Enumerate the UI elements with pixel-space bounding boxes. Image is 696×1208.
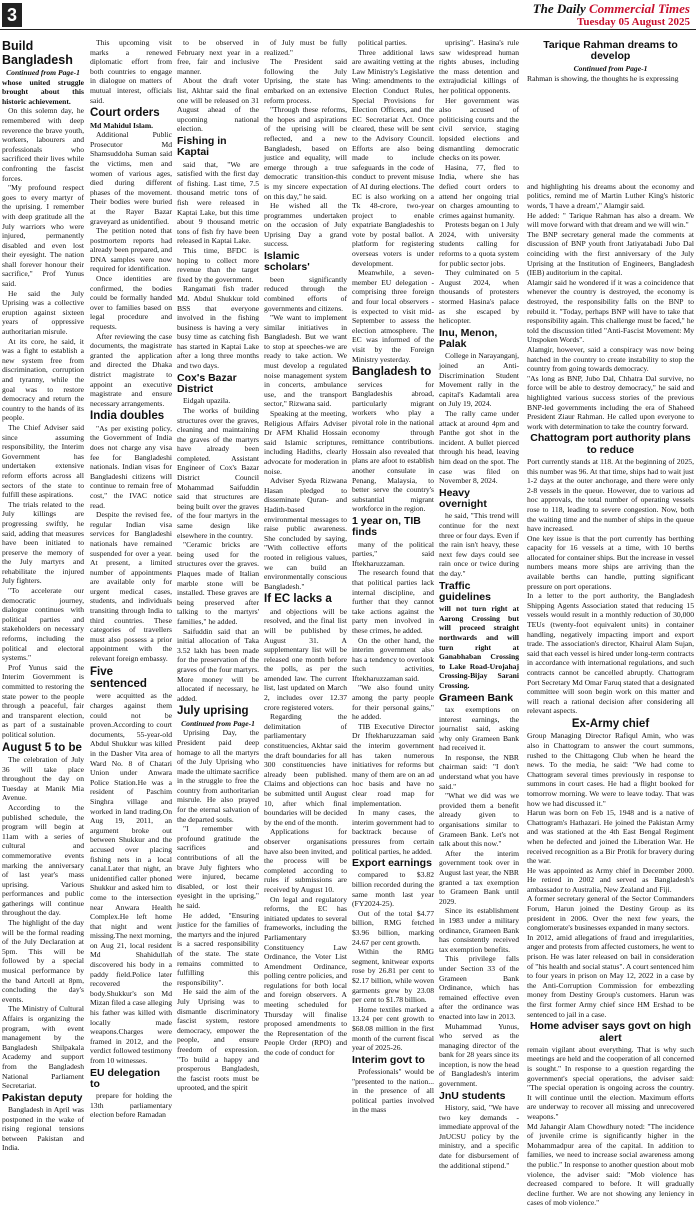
paragraph: At its core, he said, it was a fight to establish a new system free from discrimination, corruption and tyranny, while the goal was to restore democracy and return the country to the hands of its people. — [2, 336, 84, 423]
paragraph: TIB Executive Director Dr Iftekharuzzaman said the interim government has taken numerous initiatives for reforms but many of them are on an ad hoc basis and have no clear road map for implementation. — [352, 721, 434, 808]
paragraph: were acquitted as the charges against them could not be proven.According to court documents, 55-year-old Abdul Shukkur was killed in the Dasher Vita area of Ward No. 8 of Chatari Union under Anwara Police Station.He was a resident of Paschim Singhra village and worked in land trading.On Aug 19, 2011, an argument broke out between Shukkur and the accused over placing fishing nets in a local canal.Later that night, an unidentified caller phoned Shukkur and asked him to come to the intersection near Anwara Health Complex.He left home that night and went missing.The next morning, on Aug 21, local resident Md Shahidullah discovered his body in a paddy field.Police later recovered the body.Shukkur's son Md Mizan filed a case alleging his father was killed with locally made weapons.Charges were framed in 2012, and the verdict followed testimony from 10 witnesses. — [90, 691, 172, 1065]
paragraph: Since its establishment in 1983 under a military ordinance, Grameen Bank has consistently received tax exemption benefits. — [439, 906, 519, 954]
headline-court-orders: Court orders — [90, 107, 160, 120]
paragraph: Md Jahangir Alam Chowdhury noted: "The incidence of juvenile crime is significantly higher in the Mohammadpur area of the capital. In addition to families, we need to increase social awareness among the public." In response to another question about mob violence, the adviser said: "Mob violence has decreased compared to before. It will gradually decline further. We are not showing any leniency in cases of mob violence." — [527, 1121, 694, 1208]
paragraph: College in Narayanganj, joined an Anti-Discrimination Student Movement rally in the capital's Kadamtali area on July 19, 2024. — [439, 351, 520, 409]
column-2 — [90, 38, 172, 1120]
paragraph: Saifuddin said that an initial allocation of Taka 3.52 lakh has been made for the preservation of the graves of the four martyrs. More money will be allocated if necessary, he added. — [177, 626, 259, 703]
paragraph: political parties. — [358, 38, 407, 47]
paragraph: The works of building structures over the graves, cleaning and maintaining the graves of the martyrs have already been completed. Assistant Engineer of Cox's Bazar District Council Mohammad Saifuddin said that structures are being built over the graves of the four martyrs in the same design like elsewhere in the country. — [177, 405, 259, 540]
headline-five-sentenced: Five sentenced — [90, 665, 147, 691]
continued-note: Continued from Page-1 — [6, 68, 80, 77]
paragraph: Applications for observer organisations have also been invited, and the process will be completed according to rules if submissions are received by August 10. — [264, 827, 347, 894]
paragraph: On this solemn day, he remembered with deep reverence the brave youth, workers, labourers and professionals who sacrificed their lives while confronting the fascist forces. — [2, 106, 84, 183]
paragraph: Muhammad Yunus, who served as the managing director of the bank for 28 years since its inception, is now the head of Bangladesh's interim government. — [439, 1021, 519, 1089]
paragraph: compared to $3.82 billion recorded during the same month last year (FY2024-25). — [352, 870, 434, 909]
paragraph: "As long as BNP, Jubo Dal, Chhatra Dal survive, no force will be able to destroy democracy," he said and highlighted various success stories of the previous BNP-led governments including the era of Shaheed President Ziaur Rahman. He called upon everyone to work with determination to take the country forward. — [527, 373, 694, 431]
paragraph: "To accelerate our democratic journey, dialogue continues with political parties and stakeholders on necessary reforms, including the political and electoral systems." — [2, 586, 84, 663]
paragraph: said that, "We are satisfied with the first day of fishing. Last time, 7.5 thousand metric tons of fish were released in Kaptai Lake, but this time about 9 thousand metric tons of fish fry have been released in Kaptai Lake. — [177, 159, 259, 246]
headline-export-earnings: Export earnings — [352, 857, 432, 870]
headline-jnu-students: JnU students — [439, 1089, 506, 1102]
paragraph: tax exemptions on interest earnings, the journalist said, asking why only Grameen Bank had received it. — [439, 704, 519, 753]
headline-build-bangladesh: Build Bangladesh — [2, 39, 73, 67]
headline-interim-govt: Interim govt to — [352, 1053, 425, 1066]
paragraph: In 2012, amid allegations of fraud and irregularities, anger and protests from affected customers, he went to prison. He was later released on bail in consideration of "his health and social status". A court sentenced him to four years in prison on May 12, 2022 in a case by the Anti-Corruption Commission for embezzling money from Destiny Group's customers. Harun was the first former Army chief since HM Ershad to be sentenced to jail in a case. — [527, 932, 694, 1019]
paragraph: This privilege falls under Section 33 of the Grameen Bank Ordinance, which has remained effective even after the ordinance was enacted into law in 2013. — [439, 954, 519, 1021]
continued-note: Continued from Page-1 — [181, 718, 255, 728]
paragraph: Harun was born on Feb 15, 1948 and is a native of Chattogram's Hathazari. He joined the Pakistan Army and was stationed at the 4th East Bengal Regiment when he defected and joined the Liberation War. He received recognition as a Bir Protik for bravery during the war. — [527, 808, 694, 866]
paragraph: "We also found unity among the party people for their personal gains," he added. — [352, 683, 434, 722]
paragraph: In a letter to the port authority, the Bangladesh Shipping Agents Association stated that reducing 15 vessels would result in a monthly reduction of 30,000 TEUs (twenty-foot equivalent units) in container handling, negatively impacting import and export trade. The association's director, Khairul Alam Sujan, said that each vessel is hired under long-term contracts in accordance with international regulations, and such contracts cannot be cancelled abruptly. Chattogram Port Secretary Md Omar Faruq stated that a designated committee will soon begin work on this matter and will reach a rational decision after considering all relevant aspects. — [527, 591, 695, 716]
paragraph: The rally came under attack at around 4pm and Panthe got shot in the incident. A bullet pierced through his head, leaving him dead on the spot. The case was filed on November 8, 2024. — [439, 409, 519, 486]
paragraph: prepare for holding the 13th parliamentary election before Ramadan — [90, 1091, 172, 1120]
paragraph: Additional Public Prosecutor Md Shamsuddoha Suman said the victims, men and women of various ages, died during different phases of the movement. Their bodies were buried at the Rayer Bazar graveyard as unidentified. — [90, 130, 172, 226]
paragraph: After reviewing the case documents, the magistrate granted the application and directed the Dhaka district magistrate to appoint an executive magistrate and ensure necessary arrangements. — [90, 331, 172, 408]
paragraph: The President said following the July Uprising, the state has embarked on an extensive reform process. — [264, 57, 347, 105]
headline-if-ec-lacks: If EC lacks a — [264, 593, 332, 606]
paragraph: been significantly reduced through the combined efforts of governments and citizens. — [264, 274, 347, 313]
paragraph: Alamgir, however, said a conspiracy was now being hatched in the country to create instability to stop the country from going towards democracy. — [527, 344, 694, 374]
paragraph: Once identities are confirmed, the bodies could be formally handed over to families based on legal procedure and requests. — [90, 274, 172, 332]
headline-chattogram-port: Chattogram port authority plans to reduce — [530, 432, 691, 456]
paragraph: Speaking at the meeting, Religious Affairs Adviser Dr AFM Khalid Hossain said Islamic scriptures, including Hadiths, clearly advocate for moderation in noise. — [264, 409, 347, 476]
paragraph: Professionals" would be "presented to the nation... in the presence of all political parties involved in the mass — [352, 1067, 434, 1115]
page-number: 3 — [2, 3, 22, 27]
paragraph: The BNP secretary general made the comments at discussion of BNP youth front Jatiyatabadi Jubo Dal coinciding with the first anniversary of the July Uprising at the Institution of Engineers, Bangladesh (IEB) auditorium in the capital. — [527, 229, 694, 278]
paragraph: he said, "This trend will continue for the next three or four days. Even if the rain isn't heavy, these next few days could see rain once or twice during the day." — [439, 511, 519, 578]
paragraph: On legal and regulatory reforms, the EC has initiated updates to several frameworks, including the Parliamentary Constituency Law Ordinance, the Voter List Amendment Ordinance, polling centre policies, and regulations for both local and foreign observers. A meeting scheduled for Thursday will finalise proposed amendments to the Representation of the People Order (RPO) and the code of conduct for — [264, 894, 347, 1058]
headline-traffic-guidelines: Traffic guidelines — [439, 579, 491, 603]
paragraph: "Through these reforms, the hopes and aspirations of the uprising will be reflected, and a new Bangladesh, based on justice and equality, will emerge through a true democratic transition-this is my sincere expectation on this day," he said. — [264, 105, 347, 201]
paragraph: uprising". Hasina's rule saw widespread human rights abuses, including the mass detention and extrajudicial killings of her political opponents. — [439, 38, 519, 95]
paragraph: The petition noted that postmortem reports had already been prepared, and DNA samples were now required for identification. — [90, 226, 172, 274]
paragraph: This upcoming visit marks a renewed diplomatic effort from both countries to engage in dialogue on matters of mutual interest, officials said. — [90, 38, 172, 105]
paper-title: Commercial Times — [589, 1, 690, 16]
paragraph: Port currently stands at 118. At the beginning of 2025, this number was 96. At that time, ships had to wait just 1-2 days at the outer anchorage, and there were only 2-8 vessels in the queue. However, due to various ad hoc approvals, the total number of operating vessels rose to 118, leading to severe congestion. Now, both the waiting time and the number of ships in the queue have increased. — [527, 456, 694, 534]
paragraph: Meanwhile, a seven-member EU delegation - comprising three foreign and four local observers - is expected to visit mid-September to assess the election atmosphere. The EC was informed of the visit by the Foreign Ministry yesterday. — [352, 268, 434, 364]
paragraph: According to the published schedule, the program will begin at 11am with a series of cultural and commemorative events marking the anniversary of last year's mass uprising. Various performances and public gatherings will continue throughout the day. — [2, 802, 84, 918]
headline-home-adviser: Home adviser says govt on high alert — [529, 1020, 692, 1044]
column-5 — [352, 38, 434, 1115]
headline-coxs-bazar: Cox's Bazar District — [177, 371, 237, 395]
paragraph: Out of the total $4.77 billion, RMG fetched $3.96 billion, marking 24.67 per cent growth. — [352, 908, 434, 947]
paragraph: Uprising Day, the President paid deep homage to all the martyrs of the July Uprising who made the ultimate sacrifice in the struggle to free the country from authoritarian misrule. He also prayed for the eternal salvation of the departed souls. — [177, 728, 260, 824]
paragraph: Hasina, 77, fled to India, where she has defied court orders to attend her ongoing trial on charges amounting to crimes against humanity. — [439, 162, 519, 220]
paragraph: Bangladesh in April was postponed in the wake of rising regional tensions between Pakistan and India. — [2, 1105, 84, 1153]
paragraph: About the draft voter list, Akhtar said the final one will be released on 31 August ahead of the upcoming national election. — [177, 76, 259, 134]
lead-paragraph: whose united struggle brought about this historic achievement. — [2, 77, 84, 106]
paragraph: many of the political parties," said Iftekharuzzaman. — [352, 539, 434, 568]
paragraph: The research found that that political parties lack internal discipline, and further that they cannot take actions against the party men involved in these crimes, he added. — [352, 568, 434, 635]
headline-grameen-bank: Grameen Bank — [439, 691, 514, 704]
headline-india-doubles: India doubles — [90, 410, 165, 423]
headline-eu-delegation: EU delegation to — [90, 1066, 161, 1090]
masthead — [0, 0, 696, 30]
paragraph: The trials related to the July killings are progressing swiftly, he said, adding that measures have been initiated to preserve the memory of the July martyrs and rehabilitate the injured July fighters. — [2, 499, 84, 586]
paragraph: Rangamati fish trader Md. Abdul Shukkur told BSS that everyone involved in the fishing business is having a very busy time as catching fish has started in Kaptai Lake after a long three months and two days. — [177, 284, 259, 371]
paragraph: and highlighting his dreams about the economy and politics, remind me of Martin Luther King's historic words, 'I have a dream'," Alamgir said. — [527, 181, 694, 211]
paragraph: He said the aim of the July Uprising was to dismantle discriminatory fascist system, restore democracy, empower the people, and ensure freedom of expression. "To build a happy and prosperous Bangladesh, the fascist roots must be uprooted, and the spirit — [177, 987, 259, 1093]
paragraph: Eidgah upazila. — [183, 396, 231, 406]
paragraph: Within the RMG segment, knitwear exports rose by 26.81 per cent to $2.17 billion, while woven garments grew by 23.08 per cent to $1.78 billion. — [352, 947, 434, 1005]
headline-heavy-overnight: Heavy overnight — [439, 486, 487, 511]
paragraph: Alamgir said he wondered if it was a coincidence that whenever the country is destroyed, the economy is destroyed, the responsibility falls on the BNP to rebuild it. "Today, perhaps BNP will have to take that responsibility again. This challenge must be faced," he told the discussion titled "Anti-Fascist Movement: My Unspoken Words". — [527, 277, 694, 345]
headline-islamic-scholars: Islamic scholars' — [264, 250, 310, 274]
headline-july-uprising: July uprising — [177, 705, 249, 718]
paragraph: "Ceramic bricks are being used for the structures over the graves. Plaques made of Italian marble stone will be installed. These graves are being preserved after talking to the martyrs' families," he added. — [177, 540, 259, 626]
paragraph: History, said, "We have two key demands - immediate approval of the JnUCSU policy by the ministry, and a specific date for disbursement of the additional stipend." — [439, 1103, 519, 1170]
paragraph: Adviser Syeda Rizwana Hasan pledged to disseminate Quran- and Hadith-based environmental messages to raise public awareness. She concluded by saying, "With collective efforts rooted in religious values, we can build an environmentally conscious Bangladesh." — [264, 476, 347, 591]
paragraph: Her government was also accused of politicising courts and the civil service, staging lopsided elections and dismantling democratic checks on its power. — [439, 95, 519, 163]
paragraph: The Chief Adviser said since assuming responsibility, the Interim Government has undertaken extensive reform efforts across all sectors of the state to fulfill these aspirations. — [2, 422, 84, 500]
newspaper-name — [533, 1, 690, 17]
paragraph: Three additional laws are awaiting vetting at the Law Ministry's Legislative Wing: amendments to the Election Conduct Rules, Special Provisions for Election Officers, and the EC Secretariat Act. Once cleared, these will be sent to the Advisory Council. Efforts are also being made to include safeguards in the code of conduct to prevent misuse of AI during elections. The EC is also working on a Tk 48-crore, two-year project to enable expatriate Bangladeshis to vote by postal ballot. A platform for registering overseas voters is under development. — [352, 47, 434, 268]
paragraph: and objections will be resolved, and the final list will be published by August 31. A supplementary list will be released one month before the polls, as per the amended law. The current list, last updated on March 2, includes over 12.37 crore registered voters. — [264, 606, 347, 712]
paragraph: After the interim government took over in August last year, the NBR granted a tax exemption to Grameen Bank until 2029. — [439, 848, 519, 906]
paragraph: Home textiles marked a 13.24 per cent growth to $68.08 million in the first month of the current fiscal year of 2025-26. — [352, 1004, 434, 1053]
paragraph: "I remember with profound gratitude the sacrifices and contributions of all the brave July fighters who were injured, became disabled, or lost their eyesight in the uprising," he said. — [177, 824, 259, 910]
column-6 — [439, 38, 520, 1170]
paragraph: In response, the NBR chairman said: "I don't understand what you have said." — [439, 752, 519, 791]
paragraph: He added: " Tarique Rahman has also a dream. We will move forward with that dream and we will win." — [527, 210, 694, 230]
paragraph: "We want to implement similar initiatives in Bangladesh. But we want to stop at speeches-we are ready to take action. We must develop a regulated noise management system in concerts, ambulance use, and the transport sector," Rizwana said. — [264, 313, 347, 409]
paragraph: "My profound respect goes to every martyr of the uprising. I remember with deep gratitude all the July warriors who were injured, permanently disabled and even lost their eyesight. The nation shall forever honour their sacrifice," Prof Yunus said. — [2, 183, 84, 289]
paragraph: He was appointed as Army chief in December 2000. He retired in 2002 and served as Bangladesh's ambassador to Australia, New Zealand and Fiji. — [527, 865, 694, 894]
paragraph: The highlight of the day will be the formal reading of the July Declaration at 5pm. This will be followed by a special musical performance by the band Artcell at 8pm, concluding the day's events. — [2, 918, 84, 1004]
paragraph: Md Mahidul Islam. — [90, 120, 154, 130]
headline-bangladesh-to: Bangladesh to — [352, 366, 432, 379]
paragraph: A former secretary general of the Sector Commanders Forum, Harun joined the Destiny Group as its president in 2006. Over the next few years, the conglomerate's businesses expanded in many sectors. — [527, 894, 694, 933]
headline-pakistan-deputy: Pakistan deputy — [2, 1091, 83, 1104]
paragraph: Protests began on 1 July 2024, with university students calling for reforms to a quota system for public sector jobs. — [439, 220, 519, 268]
headline-tarique-rahman: Tarique Rahman dreams to develop — [543, 39, 678, 63]
paragraph: He said the July Uprising was a collective eruption against sixteen years of oppressive authoritarian misrule. — [2, 288, 84, 337]
issue-date: Tuesday 05 August 2025 — [577, 16, 690, 28]
paragraph: Despite the revised fee, regular Indian visa services for Bangladeshi nationals have remained suspended for over a year. At present, a limited number of appointments are available only for urgent medical cases, students, and individuals transiting through India to third countries. These categories of travellers must also possess a prior appointment with the relevant foreign embassy. — [90, 510, 172, 664]
paragraph: The celebration of July 36 will take place throughout the day on Tuesday at Manik Mia Avenue. — [2, 754, 84, 803]
paragraph: services for Bangladeshis abroad, particularly migrant workers who play a pivotal role in the national economy through remittance contributions. Hossain also revealed that plans are afoot to establish another consulate in Penang, Malaysia, to better serve the country's substantial migrant workforce in the region. — [352, 379, 434, 514]
paragraph: He wished all the programmes undertaken on the occasion of July Uprising Day a grand success. — [264, 201, 347, 249]
paragraph: Group Managing Director Rafiqul Amin, who was also in Chattogram to answer the court summons, rushed to the Chittagong Club when he heard the news. To the media, he said: "We had come to Chattogram several times previously in response to summons in court cases. He had a flight booked for tomorrow morning. We were to leave today. That was how we had discussed it." — [527, 731, 694, 808]
right-section — [527, 38, 695, 1208]
paragraph: to be observed in February next year in a free, fair and inclusive manner. — [177, 38, 259, 76]
paragraph: On the other hand, the interim government also has a tendency to overlook such activities, Iftekharuzzaman said. — [352, 635, 434, 683]
paragraph: One key issue is that the port currently has berthing capacity for 16 vessels at a time, with 10 berths allocated for container ships. But the increase in vessel numbers means more ships are arriving than the available berths can handle, putting significant pressure on port operations. — [527, 533, 694, 591]
paragraph: He added, "Ensuring justice for the families of the martyrs and the injured is a sacred responsibility of the state. The state remains committed to fulfilling this responsibility". — [177, 910, 259, 987]
paragraph: remain vigilant about everything. That is why such meetings are held and the cooperation of all concerned is sought." In response to a question regarding the government's special operations, the adviser said: "The special operation is ongoing across the country. It will continue until the election. Maximum efforts are underway to recover all missing and unrecovered weapons." — [527, 1044, 694, 1121]
paragraph: of July must be fully realized." — [264, 38, 347, 57]
paper-prefix: The Daily — [532, 1, 590, 16]
paragraph: They culminated on 5 August 2024, when thousands of protesters stormed Hasina's palace as she escaped by helicopter. — [439, 268, 519, 326]
headline-august-5: August 5 to be — [2, 741, 82, 754]
paragraph: This time, BFDC is hoping to collect more revenue than the target fixed by the government. — [177, 245, 259, 284]
headline-inu-menon-palak: Inu, Menon, Palak — [439, 326, 498, 351]
paragraph: In many cases, the interim government had to backtrack because of pressures from certain political parties, he added. — [352, 808, 434, 856]
paragraph: will not turn right at Aarong Crossing but will proceed straight northwards and will turn right at Ganabhaban Crossing to Lake Road-Urojahaj Crossing-Bijay Sarani Crossing. — [439, 604, 519, 690]
column-3 — [177, 38, 260, 1093]
paragraph: Regarding the delimitation of parliamentary constituencies, Akhtar said the draft boundaries for all 300 constituencies have already been published. Claims and objections can be submitted until August 10, after which final boundaries will be decided by the end of the month. — [264, 712, 347, 827]
paragraph: Rahman is showing, the thoughts he is expressing — [527, 74, 679, 84]
column-1 — [2, 38, 84, 1153]
headline-tib-finds: 1 year on, TIB finds — [352, 514, 421, 539]
headline-fishing-kaptai: Fishing in Kaptai — [177, 134, 227, 159]
paragraph: "What we did was we provided them a benefit already given to organisations similar to Grameen Bank. Let's not talk about this now." — [439, 791, 519, 849]
continued-note: Continued from Page-1 — [573, 63, 648, 73]
paragraph: "As per existing policy, the Government of India does not charge any visa fee for Bangladeshi nationals. Indian visas for Bangladeshi citizens will continue to remain free of cost," the IVAC notice read. — [90, 423, 172, 510]
paragraph: The Ministry of Cultural Affairs is organizing the program, with event management by the Bangladesh Shilpakala Academy and support from the Bangladesh National Parliament Secretariat. — [2, 1004, 84, 1091]
paragraph: Prof Yunus said the Interim Government is committed to restoring the state power to the people through a peaceful, fair and transparent election, as part of a sustainable political solution. — [2, 662, 84, 739]
continued-gap — [527, 84, 694, 182]
headline-ex-army-chief: Ex-Army chief — [571, 717, 650, 730]
column-4 — [264, 38, 347, 1083]
